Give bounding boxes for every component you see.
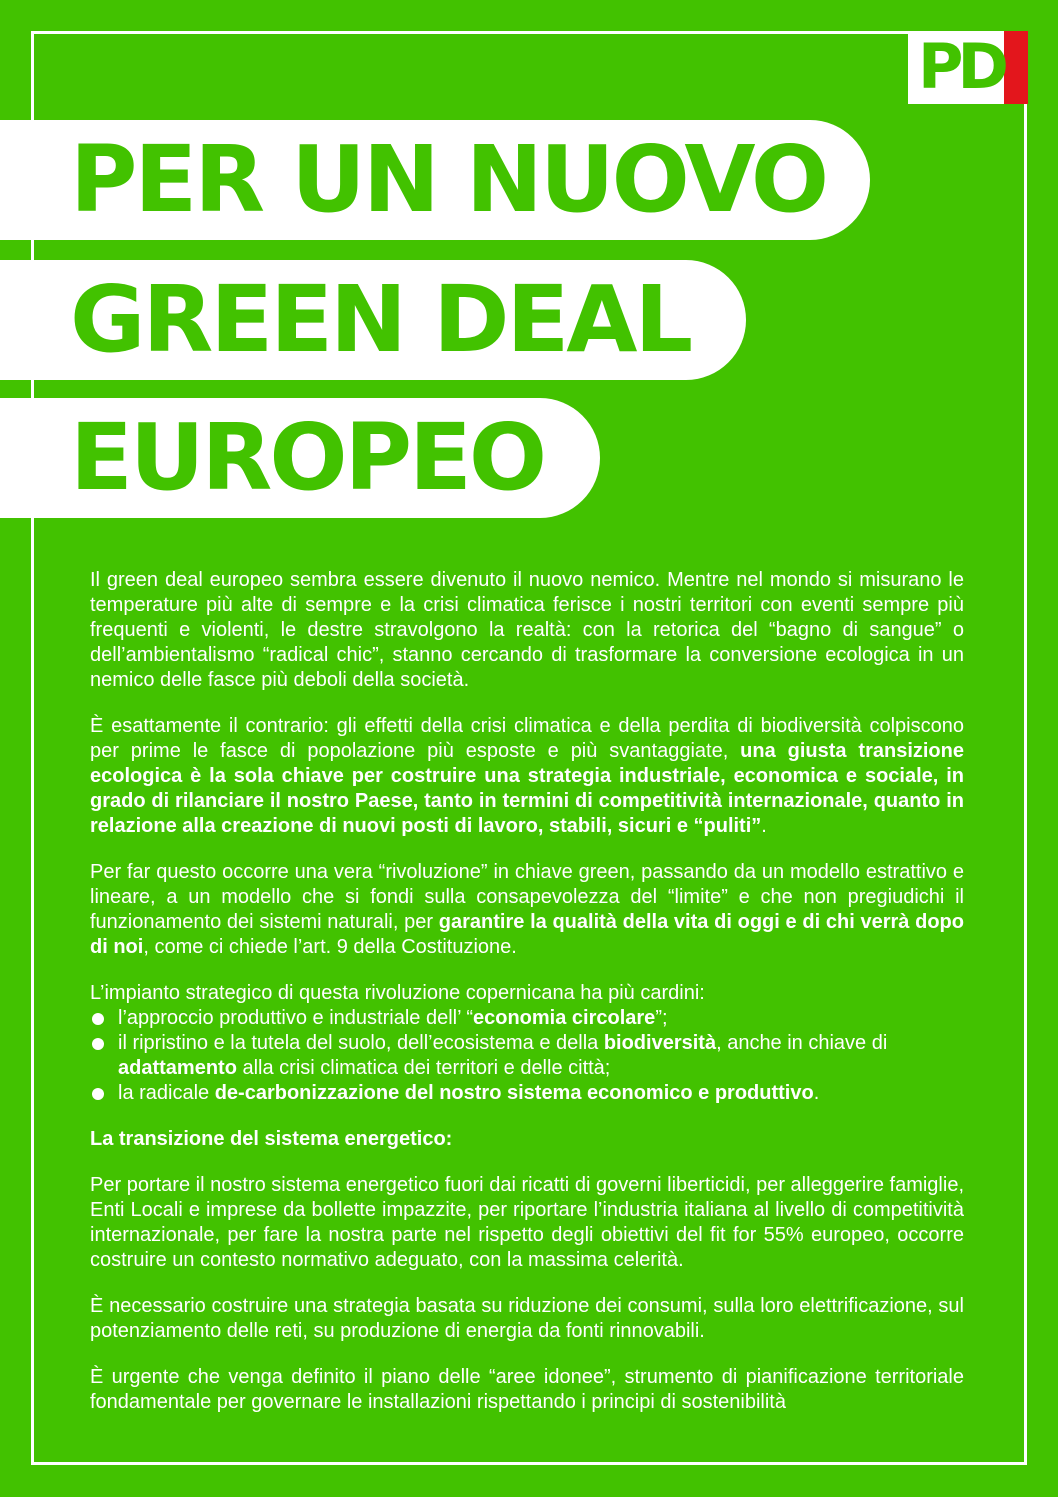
cardini-list	[90, 1006, 964, 1106]
logo-text: PD	[918, 30, 1003, 103]
list-item: la radicale de-carbonizzazione del nostro sistema economico e produttivo.	[90, 1081, 964, 1106]
logo-red-stripe	[1004, 31, 1028, 104]
list-item: l’approccio produttivo e industriale dell’ “economia circolare”;	[90, 1006, 964, 1031]
title-line-3: EUROPEO	[70, 404, 545, 511]
bullet-icon	[92, 1013, 104, 1025]
list-item: il ripristino e la tutela del suolo, dell’ecosistema e della biodiversità, anche in chiave di adattamento alla crisi climatica dei territori e delle città;	[90, 1031, 964, 1081]
p2-text-c: .	[761, 815, 767, 837]
title-banner-3	[0, 398, 600, 518]
bullet-icon	[92, 1088, 104, 1100]
section-title: La transizione del sistema energetico:	[90, 1128, 453, 1150]
title-line-1: PER UN NUOVO	[70, 126, 827, 233]
bullet-icon	[92, 1038, 104, 1050]
p3-bold: garantire la qualità della vita di oggi e di chi verrà dopo di noi	[90, 911, 964, 958]
p3-text-c: , come ci chiede l’art. 9 della Costituzione.	[143, 936, 517, 958]
paragraph-intro: Il green deal europeo sembra essere divenuto il nuovo nemico. Mentre nel mondo si misurano le temperature più alte di sempre e la crisi climatica ferisce i nostri territori con eventi sempre più frequenti e violenti, le destre stravolgono la realtà: con la retorica del “bagno di sangue” o dell’ambientalismo “radical chic”, stanno cercando di trasformare la conversione ecologica in un nemico delle fasce più deboli della società.	[90, 569, 964, 691]
paragraph-energy: Per portare il nostro sistema energetico fuori dai ricatti di governi liberticidi, per alleggerire famiglie, Enti Locali e imprese da bollette impazzite, per riportare l’industria italiana al livello di competitività internazionale, per fare la nostra parte nel rispetto degli obiettivi del fit for 55% europeo, occorre costruire un contesto normativo adeguato, con la massima celerità.	[90, 1174, 964, 1271]
paragraph-strategy: È necessario costruire una strategia basata su riduzione dei consumi, sulla loro elettrificazione, sul potenziamento delle reti, su produzione di energia da fonti rinnovabili.	[90, 1295, 964, 1342]
paragraph-aree-idonee: È urgente che venga definito il piano delle “aree idonee”, strumento di pianificazione territoriale fondamentale per governare le installazioni rispettando i principi di sostenibilità	[90, 1366, 964, 1413]
paragraph-cardini: L’impianto strategico di questa rivoluzione copernicana ha più cardini:	[90, 982, 705, 1004]
title-banner-1	[0, 120, 870, 240]
pd-logo	[908, 31, 1028, 104]
paragraph-revolution	[90, 860, 964, 960]
article-body	[90, 568, 964, 1436]
p2-text-a: È esattamente il contrario: gli effetti della crisi climatica e della perdita di biodiversità colpiscono per prime le fasce di popolazione più esposte e più svantaggiate,	[90, 715, 964, 762]
p3-text-a: Per far questo occorre una vera “rivoluzione” in chiave green, passando da un modello estrattivo e lineare, a un modello che si fondi sulla consapevolezza del “limite” e che non pregiudichi il funzionamento dei sistemi naturali, per	[90, 861, 964, 933]
title-banner-2	[0, 260, 746, 380]
paragraph-contrary	[90, 714, 964, 839]
p2-bold: una giusta transizione ecologica è la sola chiave per costruire una strategia industriale, economica e sociale, in grado di rilanciare il nostro Paese, tanto in termini di competitività internazionale, quanto in relazione alla creazione di nuovi posti di lavoro, stabili, sicuri e “puliti”	[90, 740, 964, 837]
title-line-2: GREEN DEAL	[70, 266, 691, 373]
